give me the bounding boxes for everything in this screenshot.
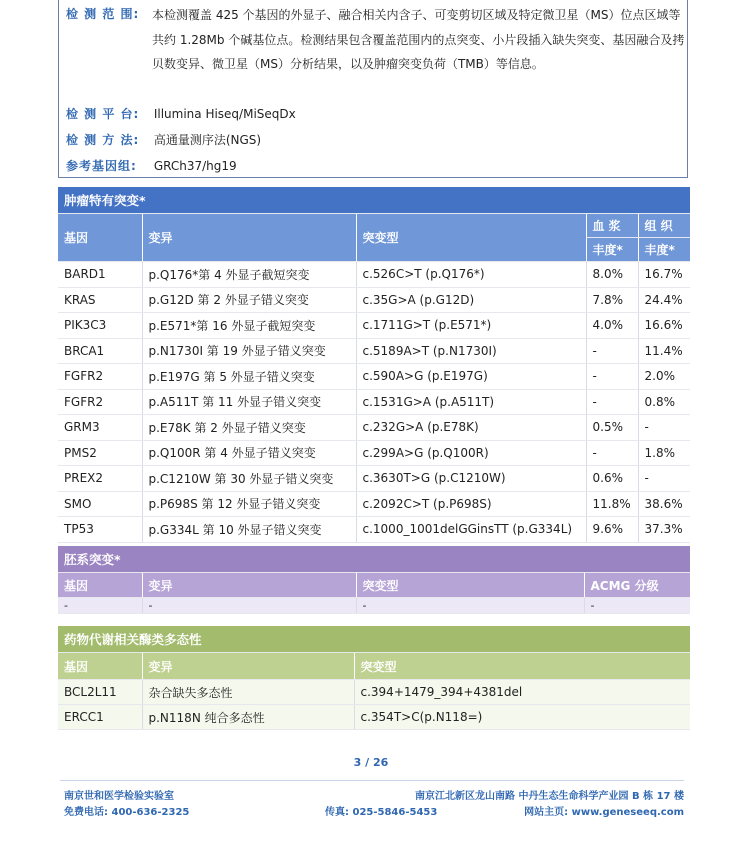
mutation-type-cell: - <box>356 598 584 614</box>
platform-label: 检 测 平 台: <box>66 107 140 121</box>
variant-cell: p.C1210W 第 30 外显子错义突变 <box>142 466 356 492</box>
variant-cell: p.A511T 第 11 外显子错义突变 <box>142 389 356 415</box>
mutation-type-cell: c.1000_1001delGGinsTT (p.G334L) <box>356 517 586 543</box>
tumor-mutation-table <box>58 187 690 543</box>
gene-cell: FGFR2 <box>58 364 142 390</box>
table-row <box>58 440 690 466</box>
page-number: 3 / 26 <box>353 756 389 769</box>
variant-cell: p.E78K 第 2 外显子错义突变 <box>142 415 356 441</box>
gene-cell: TP53 <box>58 517 142 543</box>
plasma-abundance-cell: 4.0% <box>586 313 638 339</box>
genome-row <box>66 154 237 178</box>
variant-cell: p.Q176*第 4 外显子截短突变 <box>142 262 356 288</box>
gene-cell: BARD1 <box>58 262 142 288</box>
table-row <box>58 262 690 288</box>
table-row <box>58 415 690 441</box>
gene-cell: BRCA1 <box>58 338 142 364</box>
gene-cell: PMS2 <box>58 440 142 466</box>
variant-cell: p.G12D 第 2 外显子错义突变 <box>142 287 356 313</box>
tissue-abundance-cell: 1.8% <box>638 440 690 466</box>
drug-table-title-row <box>58 626 690 653</box>
table-row <box>58 313 690 339</box>
method-label: 检 测 方 法: <box>66 133 140 147</box>
plasma-abundance-cell: - <box>586 364 638 390</box>
gene-cell: PREX2 <box>58 466 142 492</box>
plasma-abundance-cell: 0.6% <box>586 466 638 492</box>
mutation-type-cell: c.299A>G (p.Q100R) <box>356 440 586 466</box>
gene-cell: ERCC1 <box>58 705 142 730</box>
footer-website: 网站主页: www.geneseeq.com <box>524 807 684 818</box>
plasma-abundance-cell: - <box>586 440 638 466</box>
footer-lab-name: 南京世和医学检验实验室 <box>64 791 174 802</box>
plasma-abundance-cell: 7.8% <box>586 287 638 313</box>
platform-row <box>66 102 296 126</box>
footer-phone: 免费电话: 400-636-2325 <box>64 807 190 818</box>
tissue-abundance-cell: 38.6% <box>638 491 690 517</box>
plasma-abundance-cell: 0.5% <box>586 415 638 441</box>
footer-divider <box>60 780 684 781</box>
tissue-abundance-cell: - <box>638 466 690 492</box>
gene-cell: - <box>58 598 142 614</box>
footer-address: 南京江北新区龙山南路 中丹生态生命科学产业园 B 栋 17 楼 <box>415 791 684 802</box>
table-row <box>58 517 690 543</box>
variant-cell: p.N1730I 第 19 外显子错义突变 <box>142 338 356 364</box>
footer-fax: 传真: 025-5846-5453 <box>325 807 438 818</box>
tissue-abundance-cell: 11.4% <box>638 338 690 364</box>
gene-cell: KRAS <box>58 287 142 313</box>
variant-cell: p.Q100R 第 4 外显子错义突变 <box>142 440 356 466</box>
variant-cell: - <box>142 598 356 614</box>
header-mutation-type: 突变型 <box>356 214 586 262</box>
plasma-abundance-cell: - <box>584 598 690 614</box>
header-gene: 基因 <box>58 573 142 598</box>
variant-cell: 杂合缺失多态性 <box>142 680 354 705</box>
platform-value: Illumina Hiseq/MiSeqDx <box>153 107 296 121</box>
header-tissue-abundance-1: 组 织 <box>638 214 690 238</box>
germline-table-title-row <box>58 546 690 573</box>
header-plasma-abundance-1: 血 浆 <box>586 214 638 238</box>
table-row <box>58 466 690 492</box>
tissue-abundance-cell: 16.6% <box>638 313 690 339</box>
mutation-type-cell: c.232G>A (p.E78K) <box>356 415 586 441</box>
mutation-type-cell: c.526C>T (p.Q176*) <box>356 262 586 288</box>
header-gene: 基因 <box>58 653 142 680</box>
mutation-type-cell: c.354T>C(p.N118=) <box>354 705 690 730</box>
table-row <box>58 491 690 517</box>
tissue-abundance-cell: 37.3% <box>638 517 690 543</box>
plasma-abundance-cell: 11.8% <box>586 491 638 517</box>
header-mutation-type: 突变型 <box>356 573 584 598</box>
variant-cell: p.G334L 第 10 外显子错义突变 <box>142 517 356 543</box>
plasma-abundance-cell: - <box>586 338 638 364</box>
tissue-abundance-cell: 24.4% <box>638 287 690 313</box>
mutation-type-cell: c.394+1479_394+4381del <box>354 680 690 705</box>
mutation-type-cell: c.1711G>T (p.E571*) <box>356 313 586 339</box>
header-variant: 变异 <box>142 214 356 262</box>
header-variant: 变异 <box>142 653 354 680</box>
method-row <box>66 128 261 152</box>
gene-cell: FGFR2 <box>58 389 142 415</box>
scope-text: 本检测覆盖 425 个基因的外显子、融合相关内含子、可变剪切区域及特定微卫星（MS）位点区域等共约 1.28Mb 个碱基位点。检测结果包含覆盖范围内的点突变、小片段插入缺失突变、基因融合及拷贝数变异、微卫星（MS）分析结果，以及肿瘤突变负荷（TMB）等信息。 <box>152 8 685 71</box>
test-info-box <box>58 0 688 178</box>
table-row <box>58 705 690 730</box>
scope-label: 检 测 范 围: <box>66 7 140 21</box>
tissue-abundance-cell: 16.7% <box>638 262 690 288</box>
mutation-type-cell: c.2092C>T (p.P698S) <box>356 491 586 517</box>
table-row <box>58 338 690 364</box>
table-row <box>58 598 690 614</box>
variant-cell: p.E571*第 16 外显子截短突变 <box>142 313 356 339</box>
drug-table-title: 药物代谢相关酶类多态性 <box>58 626 690 653</box>
gene-cell: SMO <box>58 491 142 517</box>
genome-value: GRCh37/hg19 <box>153 159 237 173</box>
mutation-type-cell: c.590A>G (p.E197G) <box>356 364 586 390</box>
mutation-type-cell: c.35G>A (p.G12D) <box>356 287 586 313</box>
header-mutation-type: 突变型 <box>354 653 690 680</box>
mutation-type-cell: c.1531G>A (p.A511T) <box>356 389 586 415</box>
tissue-abundance-cell: 0.8% <box>638 389 690 415</box>
variant-cell: p.E197G 第 5 外显子错义突变 <box>142 364 356 390</box>
mutation-type-cell: c.3630T>G (p.C1210W) <box>356 466 586 492</box>
table-row <box>58 680 690 705</box>
table-row <box>58 287 690 313</box>
tumor-table-title-row <box>58 187 690 214</box>
gene-cell: PIK3C3 <box>58 313 142 339</box>
plasma-abundance-cell: 9.6% <box>586 517 638 543</box>
header-gene: 基因 <box>58 214 142 262</box>
plasma-abundance-cell: 8.0% <box>586 262 638 288</box>
germline-table-header <box>58 573 690 598</box>
tumor-table-header <box>58 214 690 238</box>
table-row <box>58 364 690 390</box>
tissue-abundance-cell: - <box>638 415 690 441</box>
mutation-type-cell: c.5189A>T (p.N1730I) <box>356 338 586 364</box>
gene-cell: BCL2L11 <box>58 680 142 705</box>
germline-mutation-table <box>58 546 690 614</box>
genome-label: 参考基因组: <box>66 159 137 173</box>
plasma-abundance-cell: - <box>586 389 638 415</box>
header-tissue-abundance-2: 丰度* <box>638 238 690 262</box>
method-value: 高通量测序法(NGS) <box>153 133 262 147</box>
gene-cell: GRM3 <box>58 415 142 441</box>
header-plasma-abundance-2: 丰度* <box>586 238 638 262</box>
header-variant: 变异 <box>142 573 356 598</box>
tissue-abundance-cell: 2.0% <box>638 364 690 390</box>
variant-cell: p.P698S 第 12 外显子错义突变 <box>142 491 356 517</box>
header-acmg: ACMG 分级 <box>584 573 690 598</box>
drug-table-header <box>58 653 690 680</box>
table-row <box>58 389 690 415</box>
germline-table-title: 胚系突变* <box>58 546 690 573</box>
tumor-table-title: 肿瘤特有突变* <box>58 187 690 214</box>
scope-row <box>66 2 150 26</box>
drug-metabolism-table <box>58 626 690 730</box>
variant-cell: p.N118N 纯合多态性 <box>142 705 354 730</box>
